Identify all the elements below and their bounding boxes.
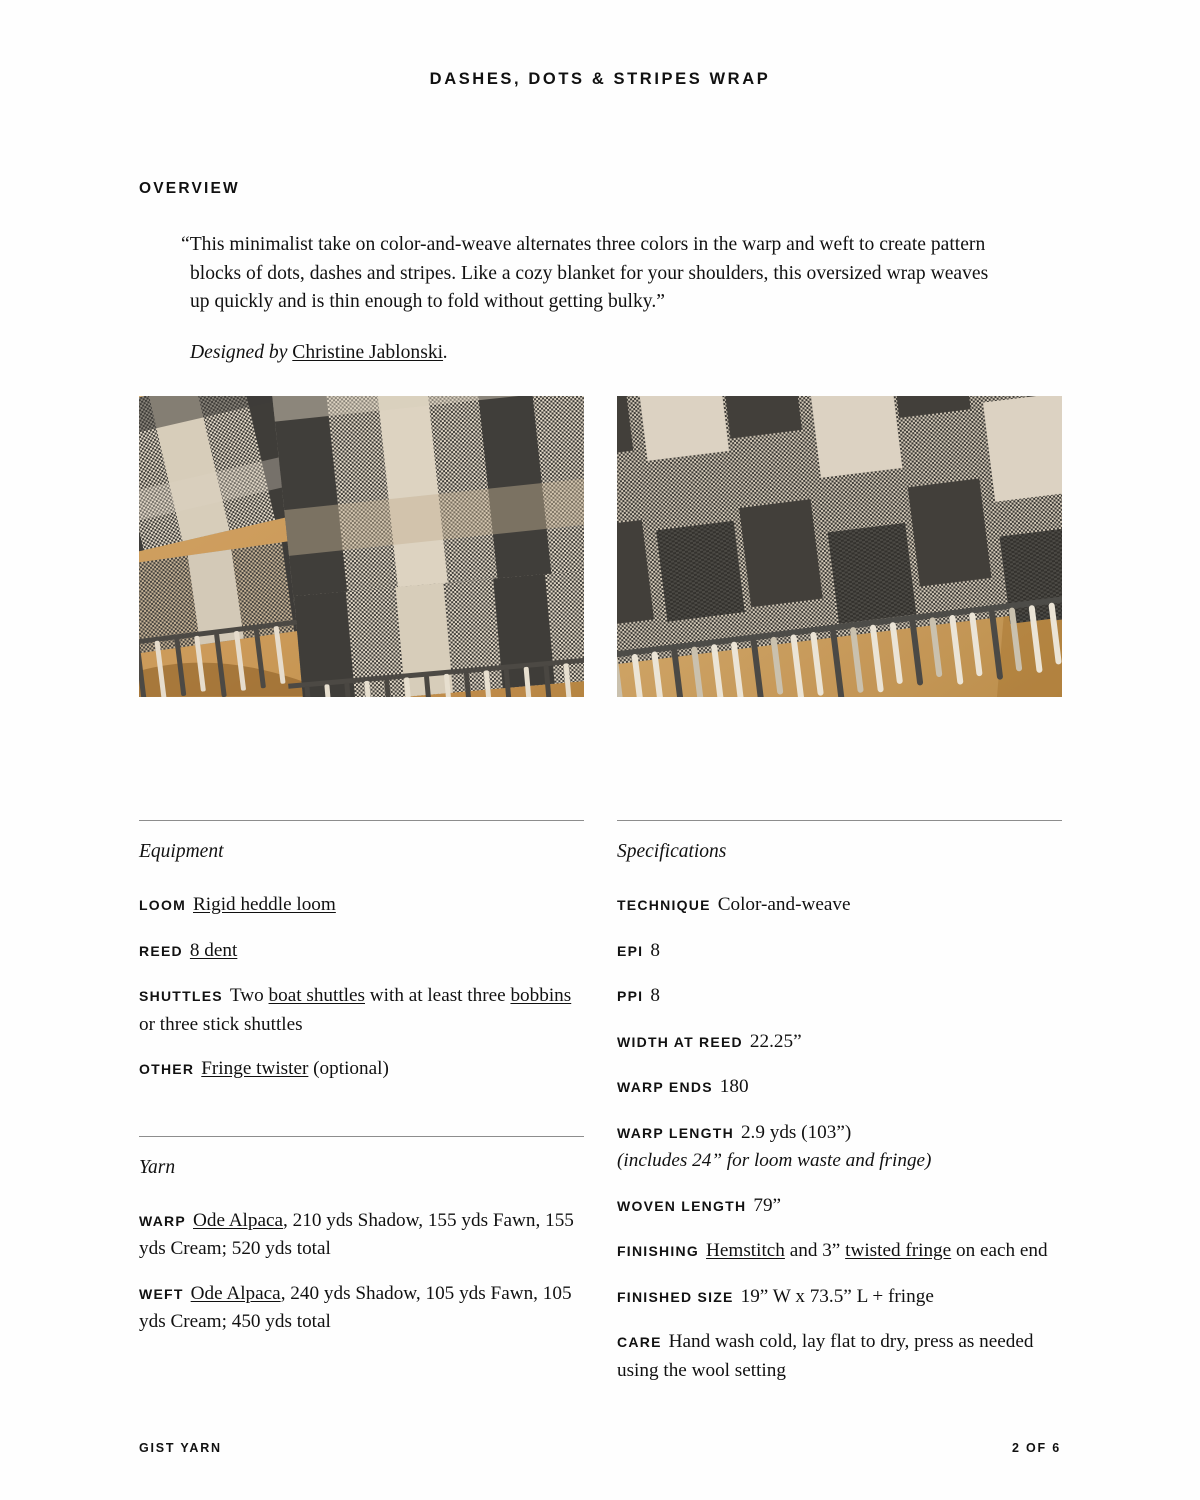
photo-wrap-closeup-graphic (617, 396, 1062, 697)
spec-row-warp-ends (617, 1073, 1062, 1102)
designed-by-label: Designed by (190, 341, 293, 363)
photo-wrap-closeup (617, 396, 1062, 697)
spec-value-width-at-reed: 22.25” (749, 1030, 802, 1052)
designer-link[interactable]: Christine Jablonski (292, 341, 444, 363)
equipment-divider (139, 820, 584, 821)
spec-label-warp-ends: WARP ENDS (617, 1079, 713, 1095)
other-value-rest: (optional) (308, 1058, 389, 1079)
photo-draped-wrap-graphic (139, 396, 584, 697)
spec-label-woven-length: WOVEN LENGTH (617, 1197, 747, 1214)
page-title: DASHES, DOTS & STRIPES WRAP (429, 70, 771, 88)
bobbins-link[interactable]: bobbins (510, 985, 572, 1006)
equipment-label-reed: REED (139, 942, 183, 959)
equipment-column (139, 820, 584, 1336)
spec-value-epi: 8 (650, 939, 660, 961)
spec-value-woven-length: 79” (753, 1194, 782, 1216)
specifications-divider (617, 820, 1062, 821)
shuttles-value-mid: with at least three (365, 985, 511, 1006)
reed-link[interactable]: 8 dent (189, 939, 238, 961)
yarn-section (139, 1136, 584, 1336)
yarn-row-warp (139, 1207, 584, 1263)
shuttles-value-rest: or three stick shuttles (139, 1013, 303, 1035)
spec-row-ppi (617, 982, 1062, 1011)
spec-label-ppi: PPI (617, 988, 644, 1004)
spec-label-finished-size: FINISHED SIZE (617, 1288, 734, 1305)
designed-by-period: . (443, 341, 448, 363)
warp-yarn-details: , 210 yds Shadow, 155 yds Fawn, 155 yds Cream; 520 yds total (139, 1209, 574, 1259)
spec-label-width-at-reed: WIDTH AT REED (617, 1033, 743, 1050)
spec-label-care: CARE (617, 1334, 662, 1350)
spec-row-woven-length (617, 1192, 1062, 1221)
spec-label-warp-length: WARP LENGTH (617, 1124, 734, 1141)
spec-row-width-at-reed (617, 1028, 1062, 1057)
spec-value-finished-size: 19” W x 73.5” L + fringe (740, 1285, 934, 1307)
designed-by-line (190, 339, 1000, 366)
footer-page-number: 2 OF 6 (1011, 1441, 1061, 1455)
spec-value-warp-ends: 180 (719, 1076, 749, 1097)
spec-label-epi: EPI (617, 942, 644, 959)
spec-row-care (617, 1328, 1062, 1384)
warp-yarn-link[interactable]: Ode Alpaca (193, 1209, 284, 1231)
equipment-label-other: OTHER (139, 1061, 195, 1077)
spec-row-warp-length (617, 1119, 1062, 1175)
finishing-value-rest: on each end (951, 1240, 1048, 1261)
page-footer (139, 1441, 1061, 1455)
spec-label-finishing: FINISHING (617, 1243, 700, 1259)
equipment-label-loom: LOOM (139, 897, 186, 913)
equipment-row-shuttles (139, 982, 584, 1038)
twisted-fringe-link[interactable]: twisted fringe (845, 1240, 952, 1261)
equipment-row-loom (139, 891, 584, 920)
overview-heading: OVERVIEW (139, 180, 240, 197)
yarn-label-weft: WEFT (139, 1285, 184, 1302)
spec-row-technique (617, 891, 1062, 920)
spec-row-finished-size (617, 1283, 1062, 1312)
footer-brand: GIST YARN (139, 1441, 222, 1455)
hemstitch-link[interactable]: Hemstitch (706, 1240, 785, 1261)
yarn-row-weft (139, 1280, 584, 1336)
weft-yarn-details: , 240 yds Shadow, 105 yds Fawn, 105 yds Cream; 450 yds total (139, 1282, 572, 1332)
yarn-title: Yarn (139, 1156, 176, 1178)
spec-note-warp-length: (includes 24” for loom waste and fringe) (617, 1150, 932, 1171)
overview-quote: “This minimalist take on color-and-weave alternates three colors in the warp and weft to create pattern blocks of dots, dashes and stripes. Like a cozy blanket for your shoulders, this oversized wrap weaves up quickly and is thin enough to fold without getting bulky.” (181, 234, 989, 312)
equipment-title: Equipment (139, 841, 224, 862)
shuttles-value-pre: Two (229, 985, 269, 1006)
yarn-divider (139, 1136, 584, 1137)
specifications-column (617, 820, 1062, 1384)
specifications-title: Specifications (617, 841, 727, 862)
equipment-row-reed (139, 937, 584, 966)
loom-link[interactable]: Rigid heddle loom (193, 894, 336, 915)
spec-label-technique: TECHNIQUE (617, 897, 711, 913)
spec-row-finishing (617, 1237, 1062, 1266)
fringe-twister-link[interactable]: Fringe twister (201, 1058, 309, 1079)
spec-value-care: Hand wash cold, lay flat to dry, press as needed using the wool setting (617, 1331, 1034, 1381)
finishing-value-mid: and 3” (784, 1240, 846, 1261)
spec-value-technique: Color-and-weave (717, 894, 851, 915)
overview-block (181, 231, 1000, 366)
equipment-row-other (139, 1055, 584, 1084)
yarn-label-warp: WARP (139, 1212, 186, 1229)
spec-row-epi (617, 937, 1062, 966)
weft-yarn-link[interactable]: Ode Alpaca (190, 1282, 281, 1304)
spec-value-warp-length: 2.9 yds (103”) (740, 1121, 852, 1143)
equipment-label-shuttles: SHUTTLES (139, 988, 223, 1004)
spec-value-ppi: 8 (650, 985, 660, 1006)
photo-draped-wrap (139, 396, 584, 697)
boat-shuttles-link[interactable]: boat shuttles (268, 985, 365, 1006)
